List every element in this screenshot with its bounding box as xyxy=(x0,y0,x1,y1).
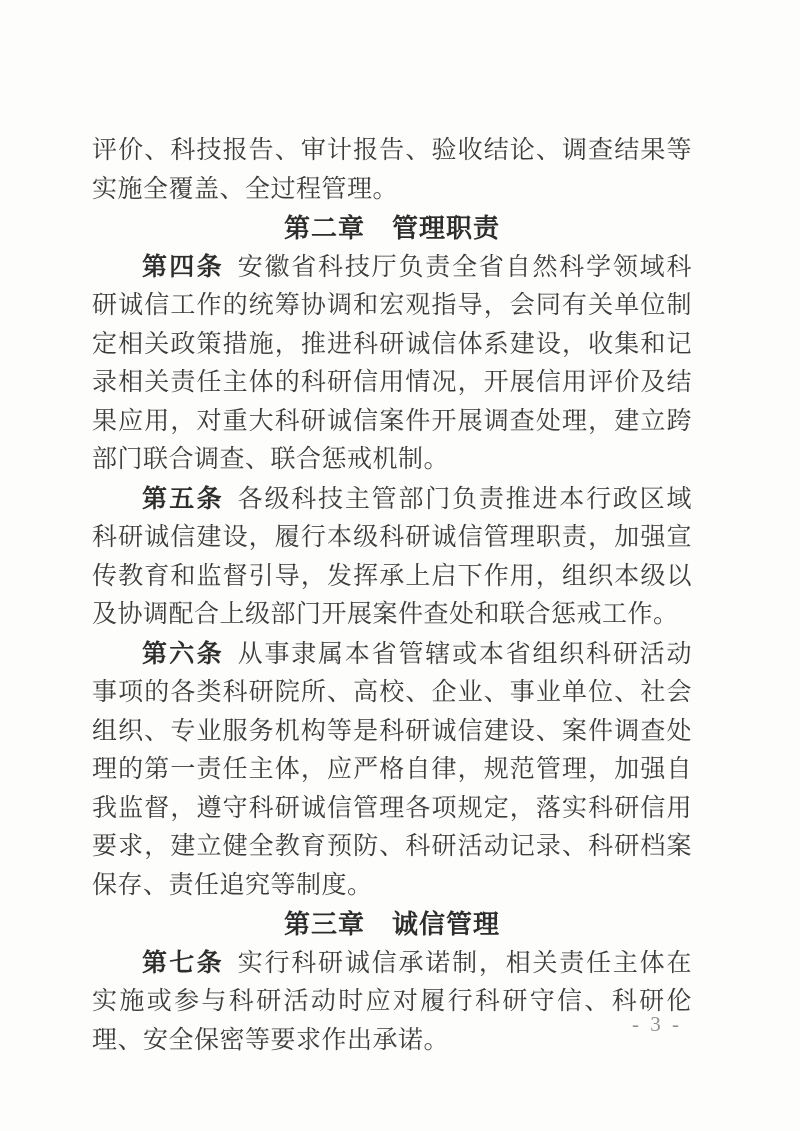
chapter-heading-2: 第二章 管理职责 xyxy=(283,213,500,243)
page-number: - 3 - xyxy=(632,1012,682,1036)
article-7-paragraph xyxy=(92,944,692,1061)
paragraph-continuation: 评价、科技报告、审计报告、验收结论、调查结果等实施全覆盖、全过程管理。 xyxy=(92,137,692,203)
article-7-label: 第七条 xyxy=(142,948,224,977)
article-5-paragraph xyxy=(92,480,692,635)
article-4-label: 第四条 xyxy=(142,252,224,281)
article-6-label: 第六条 xyxy=(142,639,224,668)
document-body xyxy=(92,132,692,1060)
article-5-text: 各级科技主管部门负责推进本行政区域科研诚信建设，履行本级科研诚信管理职责，加强宣传教育和监督引导，发挥承上启下作用，组织本级以及协调配合上级部门开展案件查处和联合惩戒工作。 xyxy=(92,485,692,628)
article-6-paragraph xyxy=(92,635,692,906)
article-4-paragraph xyxy=(92,248,692,480)
article-7-text: 实行科研诚信承诺制，相关责任主体在实施或参与科研活动时应对履行科研守信、科研伦理、安全保密等要求作出承诺。 xyxy=(92,949,692,1054)
article-4-text: 安徽省科技厅负责全省自然科学领域科研诚信工作的统筹协调和宏观指导，会同有关单位制定相关政策措施，推进科研诚信体系建设，收集和记录相关责任主体的科研信用情况，开展信用评价及结果应用，对重大科研诚信案件开展调查处理，建立跨部门联合调查、联合惩戒机制。 xyxy=(92,253,692,473)
chapter-heading-3: 第三章 诚信管理 xyxy=(283,909,500,939)
article-6-text: 从事隶属本省管辖或本省组织科研活动事项的各类科研院所、高校、企业、事业单位、社会组织、专业服务机构等是科研诚信建设、案件调查处理的第一责任主体，应严格自律，规范管理，加强自我监督，遵守科研诚信管理各项规定，落实科研信用要求，建立健全教育预防、科研活动记录、科研档案保存、责任追究等制度。 xyxy=(92,640,692,899)
article-5-label: 第五条 xyxy=(142,484,224,513)
